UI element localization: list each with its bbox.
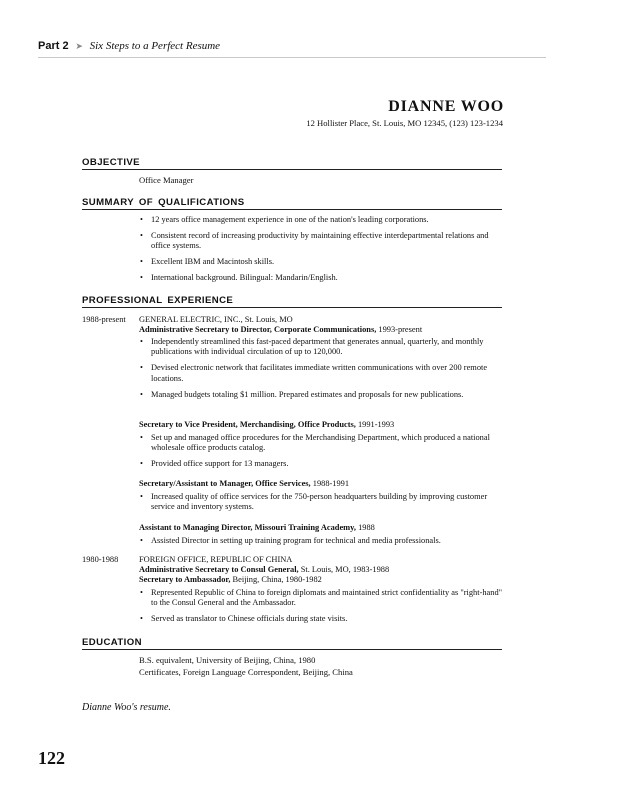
summary-title: SUMMARY OF QUALIFICATIONS: [82, 197, 245, 208]
running-head: [38, 40, 220, 52]
list-item: • Served as translator to Chinese officials during state visits.: [139, 614, 503, 624]
role-bullets: [139, 337, 503, 406]
role-title: [139, 575, 322, 584]
education-section-header: [82, 637, 502, 650]
objective-text: Office Manager: [139, 175, 194, 185]
objective-section-header: [82, 157, 502, 170]
role-years: Beijing, China, 1980-1982: [230, 575, 322, 584]
section-divider: [82, 169, 502, 170]
list-item: • Set up and managed office procedures for the Merchandising Department, which produced a national wholesale office products catalog.: [139, 433, 503, 454]
resume-contact: 12 Hollister Place, St. Louis, MO 12345, (123) 123-1234: [306, 118, 503, 128]
page-number: 122: [38, 748, 65, 768]
role-title: [139, 325, 422, 334]
list-item: • Independently streamlined this fast-paced department that generates annual, quarterly, and monthly publications with individual circulation of up to 120,000.: [139, 337, 503, 358]
list-item: • Excellent IBM and Macintosh skills.: [139, 257, 503, 267]
role-name: Secretary to Ambassador,: [139, 575, 231, 584]
section-divider: [82, 307, 502, 308]
triangle-arrow-icon: ➤: [75, 41, 83, 51]
role-title: [139, 479, 349, 488]
role-name: Assistant to Managing Director, Missouri Training Academy,: [139, 523, 356, 532]
objective-title: OBJECTIVE: [82, 157, 140, 168]
job-employer: GENERAL ELECTRIC, INC., St. Louis, MO: [139, 315, 293, 324]
role-years: 1988: [355, 523, 375, 532]
list-item: • Represented Republic of China to foreign diplomats and maintained strict confidentiality as "right-hand" to the Consul General and the Ambassador.: [139, 588, 503, 609]
role-bullets: [139, 492, 503, 518]
role-title: [139, 523, 375, 532]
role-years: St. Louis, MO, 1983-1988: [298, 565, 390, 574]
list-item: • Increased quality of office services for the 750-person headquarters building by improving customer service and inventory systems.: [139, 492, 503, 513]
role-name: Administrative Secretary to Consul General,: [139, 565, 299, 574]
book-title: Six Steps to a Perfect Resume: [89, 40, 221, 52]
list-item: • Consistent record of increasing productivity by maintaining effective interdepartmental relations and office systems.: [139, 231, 503, 252]
role-bullets: [139, 433, 503, 475]
education-title: EDUCATION: [82, 637, 142, 648]
section-divider: [82, 209, 502, 210]
role-bullets: [139, 536, 503, 552]
role-years: 1993-present: [376, 325, 423, 334]
education-line: B.S. equivalent, University of Beijing, China, 1980: [139, 655, 316, 665]
role-years: 1988-1991: [310, 479, 350, 488]
experience-section-header: [82, 295, 502, 308]
header-divider: [38, 57, 546, 58]
job-dates: 1980-1988: [82, 555, 119, 564]
role-name: Secretary/Assistant to Manager, Office Services,: [139, 479, 311, 488]
figure-caption: Dianne Woo's resume.: [82, 702, 171, 713]
role-name: Secretary to Vice President, Merchandising, Office Products,: [139, 420, 356, 429]
list-item: • Provided office support for 13 managers.: [139, 459, 503, 469]
section-divider: [82, 649, 502, 650]
list-item: • Assisted Director in setting up training program for technical and media professionals.: [139, 536, 503, 546]
role-title: [139, 565, 389, 574]
list-item: • International background. Bilingual: Mandarin/English.: [139, 273, 503, 283]
list-item: • Devised electronic network that facilitates immediate written communications with over 200 remote locations.: [139, 363, 503, 384]
list-item: • 12 years office management experience in one of the nation's leading corporations.: [139, 215, 503, 225]
role-title: [139, 420, 394, 429]
part-label: Part 2: [38, 40, 69, 52]
experience-title: PROFESSIONAL EXPERIENCE: [82, 295, 234, 306]
resume-name: DIANNE WOO: [388, 98, 504, 115]
role-name: Administrative Secretary to Director, Corporate Communications,: [139, 325, 377, 334]
list-item: • Managed budgets totaling $1 million. Prepared estimates and proposals for new publications.: [139, 390, 503, 400]
role-years: 1991-1993: [355, 420, 395, 429]
education-lines: [139, 654, 353, 678]
education-line: Certificates, Foreign Language Correspondent, Beijing, China: [139, 667, 353, 677]
job-dates: 1988-present: [82, 315, 126, 324]
summary-list: [139, 215, 503, 289]
job-employer: FOREIGN OFFICE, REPUBLIC OF CHINA: [139, 555, 293, 564]
summary-section-header: [82, 197, 502, 210]
role-bullets: [139, 588, 503, 630]
